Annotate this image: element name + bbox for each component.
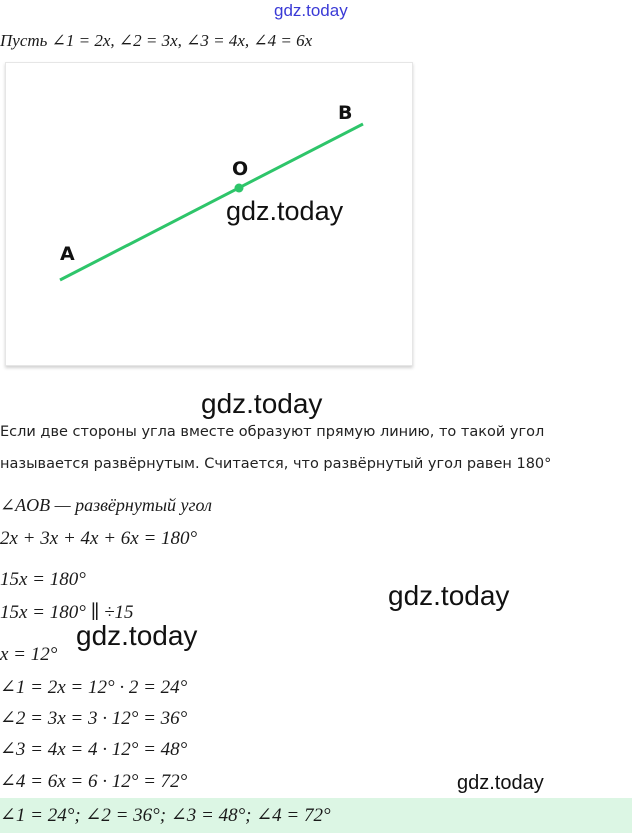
line-diagram [6, 63, 412, 365]
equation-angle-4: ∠4 = 6x = 6 · 12° = 72° [0, 771, 188, 792]
definition-line-1: Если две стороны угла вместе образуют прямую линию, то такой угол [0, 424, 545, 440]
watermark-mid: gdz.today [201, 388, 323, 419]
watermark-right: gdz.today [388, 580, 510, 611]
figure-card [5, 62, 413, 366]
label-o: O [232, 158, 249, 180]
answer-text: ∠1 = 24°; ∠2 = 36°; ∠3 = 48°; ∠4 = 72° [0, 805, 331, 826]
equation-angle-3: ∠3 = 4x = 4 · 12° = 48° [0, 739, 188, 760]
watermark-left: gdz.today [76, 620, 198, 651]
equation-divide: 15x = 180° ∥ ÷15 [0, 602, 134, 623]
watermark-figure: gdz.today [226, 196, 344, 226]
equation-x: x = 12° [0, 644, 58, 665]
watermark-top: gdz.today [274, 1, 348, 20]
label-a: A [60, 243, 75, 265]
answer-row [0, 798, 632, 833]
intro-text: Пусть ∠1 = 2x, ∠2 = 3x, ∠3 = 4x, ∠4 = 6x [0, 31, 313, 50]
equation-15x: 15x = 180° [0, 569, 86, 590]
equation-angle-1: ∠1 = 2x = 12° · 2 = 24° [0, 677, 188, 698]
point-o [235, 184, 244, 193]
definition-line-2: называется развёрнутым. Считается, что развёрнутый угол равен 180° [0, 456, 552, 472]
watermark-bottom: gdz.today [457, 772, 544, 794]
equation-angle-2: ∠2 = 3x = 3 · 12° = 36° [0, 708, 188, 729]
equation-sum: 2x + 3x + 4x + 6x = 180° [0, 528, 198, 549]
label-b: B [338, 102, 353, 124]
aob-statement: ∠AOB — развёрнутый угол [0, 495, 212, 515]
